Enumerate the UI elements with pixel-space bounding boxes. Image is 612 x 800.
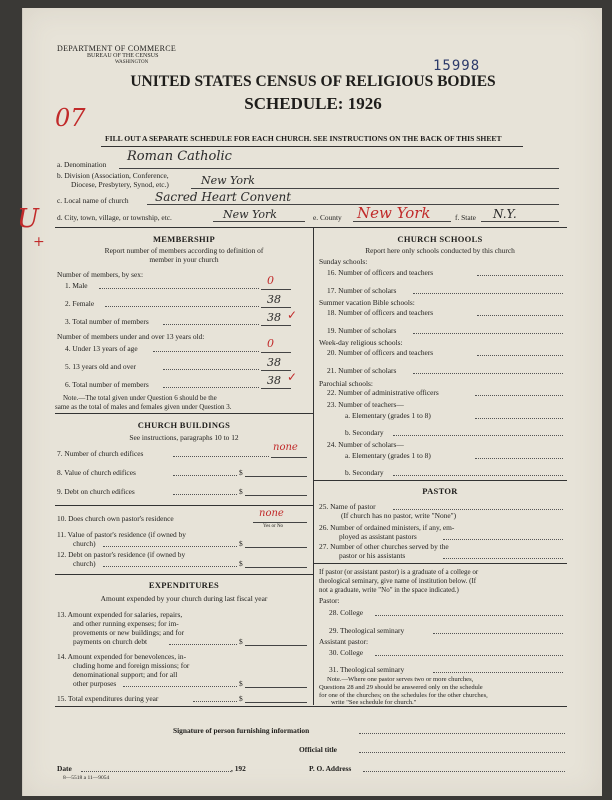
q24a-label: a. Elementary (grades 1 to 8) <box>345 451 431 460</box>
age-heading: Number of members under and over 13 years old: <box>57 332 205 341</box>
q1-value: 0 <box>267 274 274 287</box>
q17-label: 17. Number of scholars <box>327 286 397 295</box>
q27-label-a: 27. Number of other churches served by the <box>319 542 449 551</box>
q13-line-1: 13. Amount expended for salaries, repairs, <box>57 610 183 619</box>
q26-label-a: 26. Number of ordained ministers, if any, em- <box>319 523 455 532</box>
grad-note-1: If pastor (or assistant pastor) is a graduate of a college or <box>319 568 479 576</box>
city-line <box>213 221 305 222</box>
q24-label: 24. Number of scholars— <box>327 440 404 449</box>
q28-label: 28. College <box>329 608 364 617</box>
q13-line-4: payments on church debt <box>73 637 148 646</box>
buildings-sub: See instructions, paragraphs 10 to 12 <box>129 433 239 442</box>
pastor-subheading: Pastor: <box>319 596 340 605</box>
po-address-label: P. O. Address <box>309 764 352 773</box>
q13-line-2: and other running expenses; for im- <box>73 619 179 628</box>
assistant-subheading: Assistant pastor: <box>319 637 369 646</box>
q31-label: 31. Theological seminary <box>329 665 405 674</box>
buildings-title: CHURCH BUILDINGS <box>137 420 231 430</box>
q2-value: 38 <box>267 293 281 306</box>
expenditures-title: EXPENDITURES <box>148 580 220 590</box>
q3-label: 3. Total number of members <box>65 317 149 326</box>
schools-sub: Report here only schools conducted by this church <box>365 246 515 255</box>
q8-label: 8. Value of church edifices <box>57 468 136 477</box>
q6-check: ✓ <box>287 370 298 384</box>
membership-note-1: Note.—The total given under Question 6 should be the <box>63 394 217 402</box>
q7-label: 7. Number of church edifices <box>57 449 144 458</box>
pastor-title: PASTOR <box>422 486 458 496</box>
q8-currency: $ <box>239 468 243 477</box>
q20-label: 20. Number of officers and teachers <box>327 348 434 357</box>
division-label-2: Diocese, Presbytery, Synod, etc.) <box>71 180 169 189</box>
q5-label: 5. 13 years old and over <box>65 362 137 371</box>
q23a-label: a. Elementary (grades 1 to 8) <box>345 411 431 420</box>
q15-label: 15. Total expenditures during year <box>57 694 159 703</box>
q18-label: 18. Number of officers and teachers <box>327 308 434 317</box>
q30-label: 30. College <box>329 648 364 657</box>
denomination-value: Roman Catholic <box>127 149 232 164</box>
sunday-heading: Sunday schools: <box>319 257 368 266</box>
q3-check: ✓ <box>287 308 298 322</box>
local-name-line <box>147 204 559 205</box>
membership-sub-1: Report number of members according to definition of <box>104 246 264 255</box>
pastor-note-1: Note.—Where one pastor serves two or more churches, <box>327 676 474 683</box>
q11-label-b: church) <box>73 539 96 548</box>
county-label: e. County <box>313 213 342 222</box>
membership-title: MEMBERSHIP <box>152 234 216 244</box>
state-label: f. State <box>455 213 476 222</box>
membership-note-2: same as the total of males and females given under Question 3. <box>55 403 232 411</box>
city-value: New York <box>223 208 277 221</box>
q12-currency: $ <box>239 559 243 568</box>
q14-currency: $ <box>239 679 243 688</box>
q10-label: 10. Does church own pastor's residence <box>57 514 174 523</box>
denomination-line <box>119 168 559 169</box>
q3-value: 38 <box>267 311 281 324</box>
q10-hint: Yes or No <box>263 524 284 529</box>
department-name: DEPARTMENT OF COMMERCE <box>57 44 177 53</box>
division-line <box>191 188 559 189</box>
pastor-note-4: write "See schedule for church." <box>331 699 417 706</box>
fill-instruction: FILL OUT A SEPARATE SCHEDULE FOR EACH CHURCH. SEE INSTRUCTIONS ON THE BACK OF THIS SHEET <box>105 134 502 143</box>
serial-number: 15998 <box>433 58 481 74</box>
local-name-label: c. Local name of church <box>57 196 129 205</box>
q22-label: 22. Number of administrative officers <box>327 388 439 397</box>
q13-currency: $ <box>239 637 243 646</box>
q26-label-b: ployed as assistant pastors <box>339 532 417 541</box>
grad-note-3: not a graduate, write "No" in the space indicated.) <box>319 586 459 594</box>
q25-label: 25. Name of pastor <box>319 502 376 511</box>
expenditures-sub: Amount expended by your church during last fiscal year <box>100 594 268 603</box>
header-rule <box>101 146 523 147</box>
red-plus-mark: + <box>33 234 45 250</box>
date-label: Date <box>57 764 72 773</box>
division-label: b. Division (Association, Conference, <box>57 171 169 180</box>
bureau-name: BUREAU OF THE CENSUS <box>87 53 159 59</box>
q24b-label: b. Secondary <box>345 468 384 477</box>
denomination-label: a. Denomination <box>57 160 107 169</box>
q23-label: 23. Number of teachers— <box>327 400 404 409</box>
signature-label: Signature of person furnishing information <box>173 726 310 735</box>
q12-label-a: 12. Debt on pastor's residence (if owned by <box>57 550 186 559</box>
city-label: d. City, town, village, or township, etc. <box>57 213 172 222</box>
summer-heading: Summer vacation Bible schools: <box>319 298 415 307</box>
q5-value: 38 <box>267 356 281 369</box>
q4-label: 4. Under 13 years of age <box>65 344 138 353</box>
q2-label: 2. Female <box>65 299 95 308</box>
q29-label: 29. Theological seminary <box>329 626 405 635</box>
q19-label: 19. Number of scholars <box>327 326 397 335</box>
red-margin-mark: U <box>17 204 39 234</box>
census-schedule-sheet <box>17 8 602 796</box>
red-code-mark: 07 <box>55 104 86 132</box>
pastor-note-3: for one of the churches; on the schedules for the other churches, <box>319 692 488 699</box>
parochial-heading: Parochial schools: <box>319 379 373 388</box>
bureau-city: WASHINGTON <box>115 60 149 65</box>
q12-label-b: church) <box>73 559 96 568</box>
q14-line-4: other purposes <box>73 679 117 688</box>
membership-sub-2: member in your church <box>149 255 219 264</box>
form-title: UNITED STATES CENSUS OF RELIGIOUS BODIES <box>130 73 496 90</box>
q6-label: 6. Total number of members <box>65 380 149 389</box>
q11-currency: $ <box>239 539 243 548</box>
county-value: New York <box>357 204 431 222</box>
q4-value: 0 <box>267 337 274 350</box>
q27-label-b: pastor or his assistants <box>339 551 406 560</box>
q1-label: 1. Male <box>65 281 88 290</box>
column-divider <box>313 227 314 705</box>
by-sex-heading: Number of members, by sex: <box>57 270 143 279</box>
weekday-heading: Week-day religious schools: <box>319 338 403 347</box>
q7-value: none <box>273 442 298 453</box>
pastor-note-2: Questions 28 and 29 should be answered only on the schedule <box>319 684 483 691</box>
q14-line-1: 14. Amount expended for benevolences, in- <box>57 652 187 661</box>
section-top-rule <box>55 227 567 228</box>
official-title-label: Official title <box>299 745 337 754</box>
q13-line-3: provements or new buildings; and for <box>73 628 185 637</box>
local-name-value: Sacred Heart Convent <box>155 190 292 204</box>
q9-label: 9. Debt on church edifices <box>57 487 135 496</box>
state-line <box>481 221 559 222</box>
date-year: , 192 <box>231 764 246 773</box>
q9-currency: $ <box>239 487 243 496</box>
grad-note-2: theological seminary, give name of institution below. (If <box>319 577 477 585</box>
schedule-title: SCHEDULE: 1926 <box>244 94 382 113</box>
q6-value: 38 <box>267 374 281 387</box>
q25-hint: (If church has no pastor, write "None") <box>341 511 457 520</box>
state-value: N.Y. <box>493 207 517 221</box>
q15-currency: $ <box>239 694 243 703</box>
q23b-label: b. Secondary <box>345 428 384 437</box>
q11-label-a: 11. Value of pastor's residence (if owned by <box>57 530 186 539</box>
q10-value: none <box>259 508 284 519</box>
q16-label: 16. Number of officers and teachers <box>327 268 434 277</box>
form-code: 8—5518 a 11—9054 <box>63 775 110 781</box>
q21-label: 21. Number of scholars <box>327 366 397 375</box>
division-value: New York <box>201 174 255 187</box>
schools-title: CHURCH SCHOOLS <box>397 234 483 244</box>
q14-line-2: cluding home and foreign missions; for <box>73 661 190 670</box>
q14-line-3: denominational support; and for all <box>73 670 178 679</box>
